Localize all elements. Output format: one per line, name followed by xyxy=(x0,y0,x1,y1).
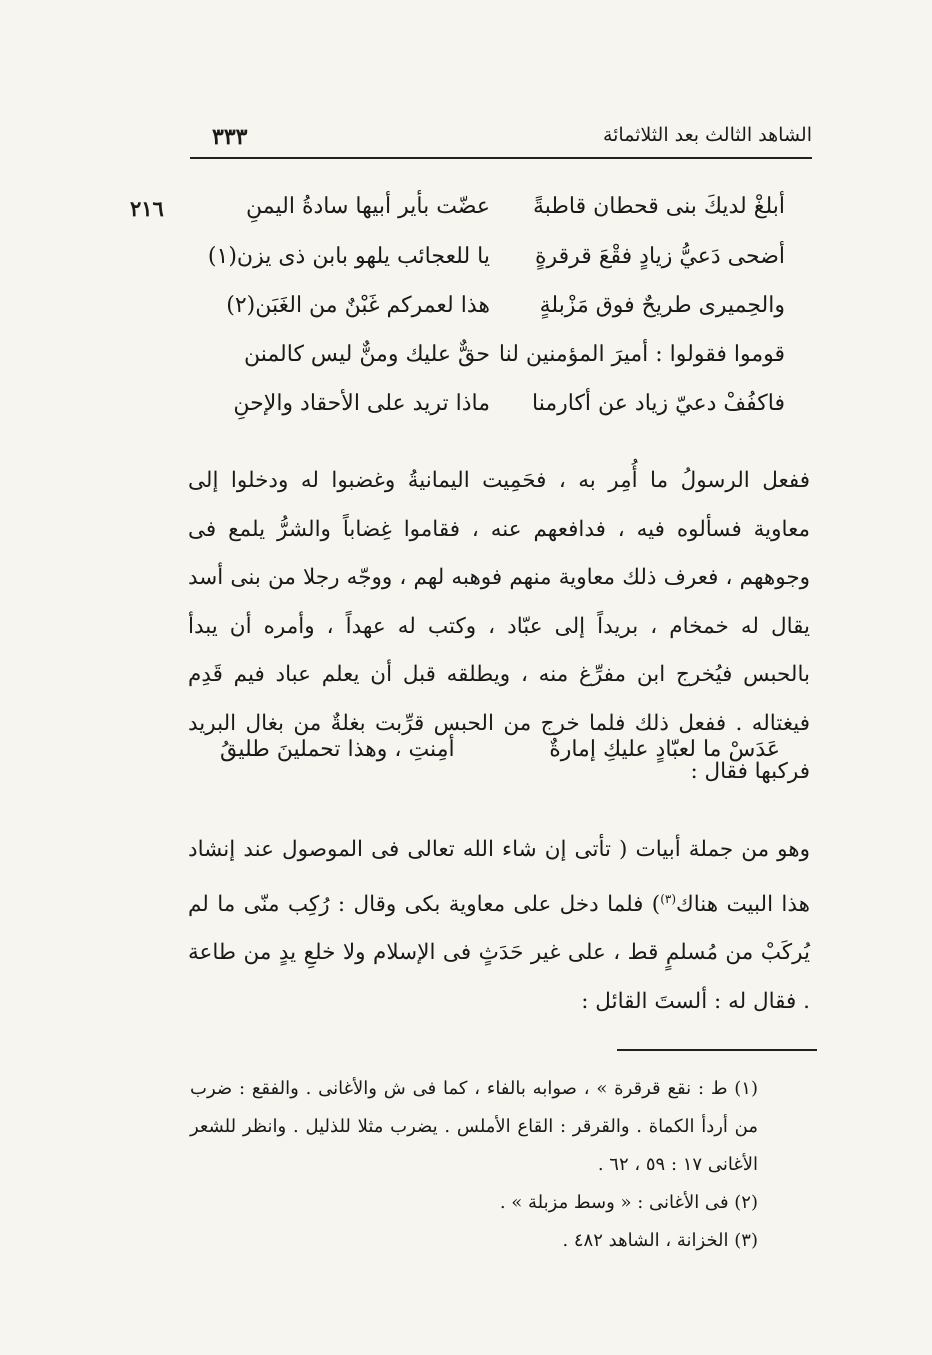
paragraph-1: ففعل الرسولُ ما أُمِر به ، فحَمِيت اليمانيةُ وغضبوا له ودخلوا إلى معاوية فسألوه فيه ، فدافعهم عنه ، فقاموا غِضاباً والشرُّ يلمع فى وجوههم ، فعرف ذلك معاوية منهم فوهبه لهم ، ووجّه رجلا من بنى أسد يقال له خمخام ، بريداً إلى عبّاد ، وكتب له عهداً ، وأمره أن يبدأ بالحبس فيُخرج ابن مفرِّغ منه ، ويطلقه قبل أن يعلم عباد فيم قَدِم فيغتاله . ففعل ذلك فلما خرج من الحبس قرِّبت بغلةٌ من بغال البريد فركبها فقال : xyxy=(188,468,810,784)
verse-hemistich-second: ماذا تريد على الأحقاد والإحنِ xyxy=(233,391,490,416)
poem-number: ٢١٦ xyxy=(130,196,164,221)
footnote-1: (١) ط : نقع قرقرة » ، صوابه بالفاء ، كما فى ش والأغانى . والفقع : ضرب من أردأ الكماة . والقرقر : القاع الأملس . يضرب مثلا للذليل . وانظر للشعر الأغانى ١٧ : ٥٩ ، ٦٢ . xyxy=(190,1078,758,1175)
inline-verse xyxy=(220,737,780,777)
verse-1 xyxy=(215,194,785,234)
verse-hemistich-first: فاكفُفْ دعيّ زياد عن أكارمنا xyxy=(532,391,785,416)
verse-hemistich-second: أمِنتِ ، وهذا تحملينَ طليقُ xyxy=(220,737,455,762)
verse-hemistich-first: أضحى دَعيُّ زيادٍ فقْعَ قرقرةٍ xyxy=(534,244,785,269)
verse-hemistich-first: عَدَسْ ما لعبّادٍ عليكِ إمارةٌ xyxy=(549,737,780,762)
footnotes xyxy=(190,1070,810,1260)
paragraph-2-part-2: ) فلما دخل على معاوية بكى وقال : رُكِب منّى ما لم يُركَبْ من مُسلمٍ قط ، على غير حَدَثٍ فى الإسلام ولا خلعِ يدٍ من طاعة . فقال له : ألستَ القائل : xyxy=(188,891,810,1014)
footnote-2: (٢) فى الأغانى : « وسط مزبلة » . xyxy=(499,1192,758,1213)
footnote-rule xyxy=(617,1049,817,1051)
paragraph-2-part-1: وهو من جملة أبيات ( تأتى إن شاء الله تعالى فى الموصول عند إنشاد هذا البيت هناك xyxy=(188,837,810,917)
header-title: الشاهد الثالث بعد الثلاثمائة xyxy=(602,124,812,146)
verse-hemistich-second: يا للعجائب يلهو بابن ذى يزن(١) xyxy=(207,244,490,269)
footnote-3: (٣) الخزانة ، الشاهد ٤٨٢ . xyxy=(562,1230,758,1251)
verse-hemistich-first: أبلغْ لديكَ بنى قحطان قاطبةً xyxy=(532,194,785,219)
paragraph-2 xyxy=(188,826,810,1026)
header-rule xyxy=(190,157,812,159)
verse-hemistich-first: قوموا فقولوا : أميرَ المؤمنين لنا xyxy=(498,342,785,367)
verse-4 xyxy=(215,342,785,382)
page-number: ٣٣٣ xyxy=(212,124,248,150)
verse-5 xyxy=(215,391,785,431)
verse-hemistich-second: عضّت بأير أبيها سادةُ اليمنِ xyxy=(246,194,490,219)
verse-hemistich-second: هذا لعمركم غَبْنٌ من الغَبَن(٢) xyxy=(226,293,490,318)
footnote-marker: (٣) xyxy=(660,891,677,906)
verse-2 xyxy=(207,244,785,284)
running-header xyxy=(190,120,812,156)
verse-3 xyxy=(215,293,785,333)
verse-hemistich-first: والحِميرى طريحٌ فوق مَزْبلةٍ xyxy=(539,293,785,318)
verse-hemistich-second: حقٌّ عليك ومنٌّ ليس كالمنن xyxy=(243,342,490,367)
